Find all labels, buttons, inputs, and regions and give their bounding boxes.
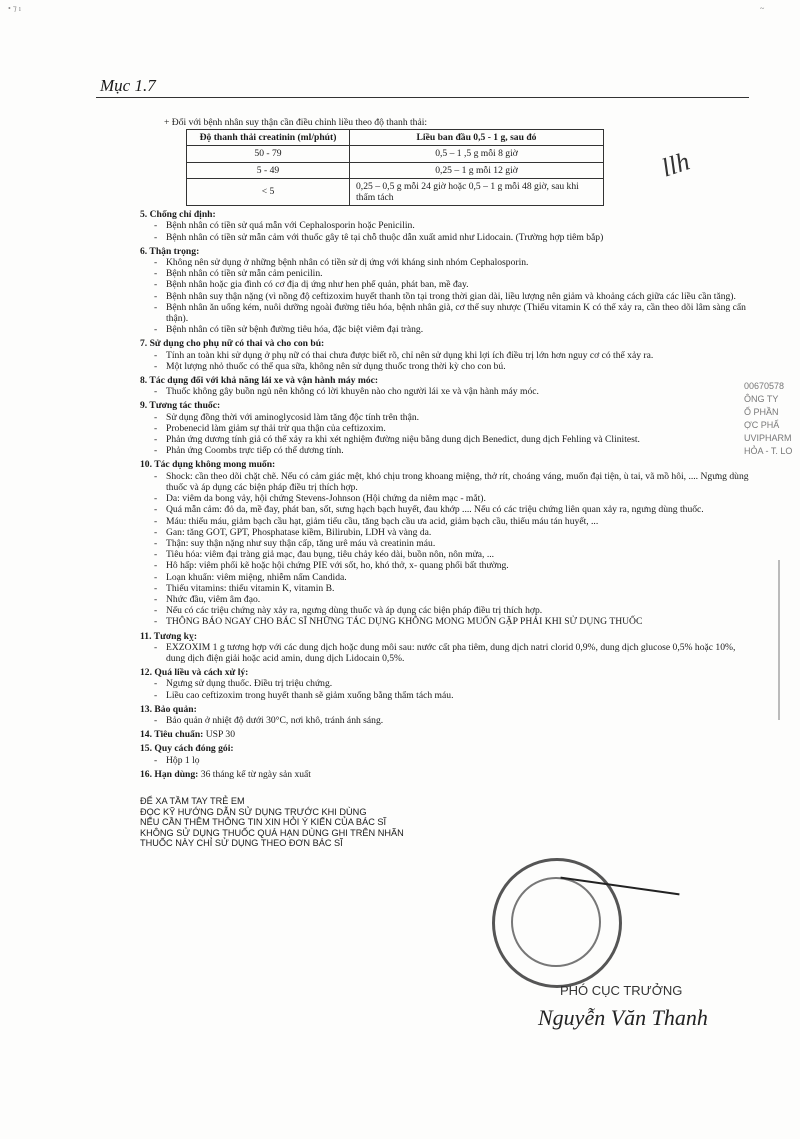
section-title: 8. Tác dụng đối với khả năng lái xe và vận hành máy móc: bbox=[140, 375, 379, 387]
signatory-name: Nguyễn Văn Thanh bbox=[538, 1005, 708, 1030]
list-item: - Bệnh nhân có tiền sử bệnh đường tiêu hóa, đặc biệt viêm đại tràng. bbox=[154, 324, 750, 335]
item-list bbox=[140, 350, 750, 372]
list-item: - Bệnh nhân suy thận nặng (vì nồng độ ceftizoxim huyết thanh tồn tại trong thời gian dài, liều lượng nên giảm và khoảng cách giữa các liều cần tăng). bbox=[154, 291, 750, 302]
corner-mark-right: ~ bbox=[760, 4, 765, 13]
stamp-text: 00670578 bbox=[744, 381, 785, 391]
section bbox=[140, 400, 750, 456]
section-standard bbox=[140, 729, 750, 740]
list-item: - Thận: suy thận nặng như suy thận cấp, tăng urê máu và creatinin máu. bbox=[154, 538, 750, 549]
warning-block bbox=[140, 796, 750, 849]
signatory-title: PHÓ CỤC TRƯỞNG bbox=[560, 983, 683, 998]
table-header-row bbox=[187, 130, 604, 146]
stamp-text: Ổ PHẦN bbox=[744, 407, 779, 417]
list-item: - Thuốc không gây buồn ngủ nên không có lời khuyên nào cho người lái xe và vận hành máy móc. bbox=[154, 386, 750, 397]
section bbox=[140, 459, 750, 627]
section bbox=[140, 667, 750, 701]
section-title: 12. Quá liều và cách xử lý: bbox=[140, 667, 249, 679]
section bbox=[140, 246, 750, 336]
table-cell: 0,25 – 0,5 g mỗi 24 giờ hoặc 0,5 – 1 g mỗi 48 giờ, sau khi thẩm tách bbox=[350, 178, 604, 205]
section bbox=[140, 704, 750, 726]
header-rule bbox=[96, 97, 749, 98]
section-value: USP 30 bbox=[203, 729, 235, 741]
section-title: 11. Tương kỵ: bbox=[140, 630, 198, 642]
item-list bbox=[140, 220, 750, 242]
section-title: 6. Thận trọng: bbox=[140, 245, 200, 257]
item-list bbox=[140, 257, 750, 335]
stamp-text: ÔNG TY bbox=[744, 394, 779, 404]
list-item: - Không nên sử dụng ở những bệnh nhân có tiền sử dị ứng với kháng sinh nhóm Cephalosporin. bbox=[154, 257, 750, 268]
item-list bbox=[140, 715, 750, 726]
sections-container bbox=[140, 209, 750, 726]
list-item: - Một lượng nhỏ thuốc có thể qua sữa, không nên sử dụng thuốc trong thời kỳ cho con bú. bbox=[154, 361, 750, 372]
official-seal bbox=[492, 858, 622, 988]
table-cell: 0,5 – 1 ,5 g mỗi 8 giờ bbox=[350, 146, 604, 162]
list-item: - Da: viêm da bong vảy, hội chứng Stevens-Johnson (Hội chứng da niêm mạc - mắt). bbox=[154, 493, 750, 504]
list-item: - THÔNG BÁO NGAY CHO BÁC SĨ NHỮNG TÁC DỤNG KHÔNG MONG MUỐN GẶP PHẢI KHI SỬ DỤNG THUỐC bbox=[154, 616, 750, 627]
table-cell: 0,25 – 1 g mỗi 12 giờ bbox=[350, 162, 604, 178]
section bbox=[140, 338, 750, 372]
list-item: - Phản ứng Coombs trực tiếp có thể dương tính. bbox=[154, 445, 750, 456]
warning-line: NẾU CẦN THÊM THÔNG TIN XIN HỎI Ý KIẾN CỦA BÁC SĨ bbox=[140, 817, 387, 828]
list-item: - Bệnh nhân ăn uống kém, nuôi dưỡng ngoài đường tiêu hóa, bệnh nhân già, cơ thể suy nhược (Thiếu vitamin K có thể xảy ra, cần theo dõi lâm sàng cẩn thận). bbox=[154, 302, 750, 324]
list-item: - Hô hấp: viêm phổi kẽ hoặc hội chứng PIE với sốt, ho, khó thở, x- quang phổi bất thường. bbox=[154, 560, 750, 571]
table-cell: 5 - 49 bbox=[187, 162, 350, 178]
section-header: Mục 1.7 bbox=[100, 76, 156, 95]
list-item: - Bệnh nhân hoặc gia đình có cơ địa dị ứng như hen phế quản, phát ban, mề đay. bbox=[154, 279, 750, 290]
section-title: 15. Quy cách đóng gói: bbox=[140, 743, 234, 755]
stamp-text: UVIPHARM bbox=[744, 433, 792, 443]
list-item: - Tính an toàn khi sử dụng ở phụ nữ có thai chưa được biết rõ, chỉ nên sử dụng khi lợi ích điều trị lớn hơn nguy cơ có thể xảy ra. bbox=[154, 350, 750, 361]
warning-line: ĐỌC KỸ HƯỚNG DẪN SỬ DỤNG TRƯỚC KHI DÙNG bbox=[140, 806, 367, 817]
table-header-cell: Độ thanh thải creatinin (ml/phút) bbox=[187, 130, 350, 146]
document-body bbox=[140, 117, 750, 849]
item-list bbox=[140, 412, 750, 457]
section-title: 7. Sử dụng cho phụ nữ có thai và cho con bú: bbox=[140, 338, 325, 350]
initials-signature: llh bbox=[658, 146, 694, 183]
list-item: - Máu: thiếu máu, giảm bạch cầu hạt, giảm tiểu cầu, tăng bạch cầu ưa acid, giảm bạch cầu, thiếu máu tán huyết, ... bbox=[154, 516, 750, 527]
section-title: 14. Tiêu chuẩn: bbox=[140, 729, 204, 741]
table-cell: < 5 bbox=[187, 178, 350, 205]
list-item: - Nếu có các triệu chứng này xảy ra, ngưng dùng thuốc và áp dụng các biện pháp điều trị thích hợp. bbox=[154, 605, 750, 616]
table-header-cell: Liều ban đầu 0,5 - 1 g, sau đó bbox=[350, 130, 604, 146]
list-item: - Gan: tăng GOT, GPT, Phosphatase kiềm, Bilirubin, LDH và vàng da. bbox=[154, 527, 750, 538]
list-item: - Nhức đầu, viêm âm đạo. bbox=[154, 594, 750, 605]
list-item: - Thiếu vitamins: thiếu vitamin K, vitamin B. bbox=[154, 583, 750, 594]
table-row bbox=[187, 178, 604, 205]
warning-line: THUỐC NÀY CHỈ SỬ DỤNG THEO ĐƠN BÁC SĨ bbox=[140, 838, 343, 849]
list-item: - Hộp 1 lọ bbox=[154, 755, 750, 766]
section-value: 36 tháng kể từ ngày sản xuất bbox=[198, 768, 311, 780]
list-item: - EXZOXIM 1 g tương hợp với các dung dịch hoặc dung môi sau: nước cất pha tiêm, dung dịch natri clorid 0,9%, dung dịch glucose 0,5% hoặc 10%, dung dịch điện giải hoặc acid amin, dung dịch Lidocain 0,5%. bbox=[154, 642, 750, 664]
list-item: - Liều cao ceftizoxim trong huyết thanh sẽ giảm xuống bằng thẩm tách máu. bbox=[154, 690, 750, 701]
table-row bbox=[187, 162, 604, 178]
list-item: - Sử dụng đồng thời với aminoglycosid làm tăng độc tính trên thận. bbox=[154, 412, 750, 423]
company-stamp-fragment bbox=[744, 380, 800, 510]
list-item: - Loạn khuẩn: viêm miệng, nhiễm nấm Candida. bbox=[154, 572, 750, 583]
list-item: - Bảo quản ở nhiệt độ dưới 30°C, nơi khô, tránh ánh sáng. bbox=[154, 715, 750, 726]
section bbox=[140, 375, 750, 397]
item-list bbox=[140, 678, 750, 700]
section-packing bbox=[140, 743, 750, 765]
corner-mark-left: • ⁊ ı bbox=[8, 4, 21, 13]
list-item: - Ngưng sử dụng thuốc. Điều trị triệu chứng. bbox=[154, 678, 750, 689]
section bbox=[140, 209, 750, 243]
warning-line: ĐỂ XA TẦM TAY TRẺ EM bbox=[140, 795, 245, 806]
section-title: 13. Bảo quản: bbox=[140, 703, 197, 715]
stamp-text: HỎA - T. LO bbox=[744, 446, 793, 456]
item-list bbox=[140, 642, 750, 664]
section-title: 9. Tương tác thuốc: bbox=[140, 400, 221, 412]
list-item: - Phản ứng dương tính giả có thể xảy ra khi xét nghiệm đường niệu bằng dung dịch Benedict, dung dịch Fehling và Clinitest. bbox=[154, 434, 750, 445]
stamp-edge-fragment bbox=[778, 560, 800, 720]
stamp-text: ỢC PHẨ bbox=[744, 420, 780, 430]
list-item: - Bệnh nhân có tiền sử mẫn cảm với thuốc gây tê tại chỗ thuộc dẫn xuất amid như Lidocain. (Trường hợp tiêm bắp) bbox=[154, 232, 750, 243]
seal-emblem bbox=[511, 877, 601, 967]
section-title: 10. Tác dụng không mong muốn: bbox=[140, 459, 276, 471]
section bbox=[140, 631, 750, 665]
list-item: - Tiêu hóa: viêm đại tràng giả mạc, đau bụng, tiêu chảy kéo dài, buồn nôn, nôn mửa, ... bbox=[154, 549, 750, 560]
section-expiry bbox=[140, 769, 750, 780]
list-item: - Quá mẫn cảm: đỏ da, mề đay, phát ban, sốt, sưng hạch bạch huyết, đau khớp .... Nếu có các triệu chứng liên quan xảy ra, ngưng dùng thuốc. bbox=[154, 504, 750, 515]
section-title: 16. Hạn dùng: bbox=[140, 768, 199, 780]
item-list bbox=[140, 471, 750, 628]
renal-dose-table bbox=[186, 129, 604, 206]
section-title: 5. Chống chỉ định: bbox=[140, 209, 216, 221]
warning-line: KHÔNG SỬ DỤNG THUỐC QUÁ HẠN DÙNG GHI TRÊN NHÃN bbox=[140, 827, 404, 838]
list-item: - Shock: cần theo dõi chặt chẽ. Nếu có cảm giác mệt, khó chịu trong khoang miệng, thở rít, choáng váng, muốn đại tiện, ù tai, vã mồ hôi, .... Ngưng dùng thuốc và áp dụng các biện pháp điều trị thích hợp. bbox=[154, 471, 750, 493]
item-list bbox=[140, 386, 750, 397]
list-item: - Bệnh nhân có tiền sử mẫn cảm penicilin. bbox=[154, 268, 750, 279]
table-cell: 50 - 79 bbox=[187, 146, 350, 162]
renal-intro: + Đối với bệnh nhân suy thận cần điều chỉnh liều theo độ thanh thải: bbox=[164, 117, 428, 128]
list-item: - Probenecid làm giảm sự thải trừ qua thận của ceftizoxim. bbox=[154, 423, 750, 434]
table-row bbox=[187, 146, 604, 162]
list-item: - Bệnh nhân có tiền sử quá mẫn với Cephalosporin hoặc Penicilin. bbox=[154, 220, 750, 231]
